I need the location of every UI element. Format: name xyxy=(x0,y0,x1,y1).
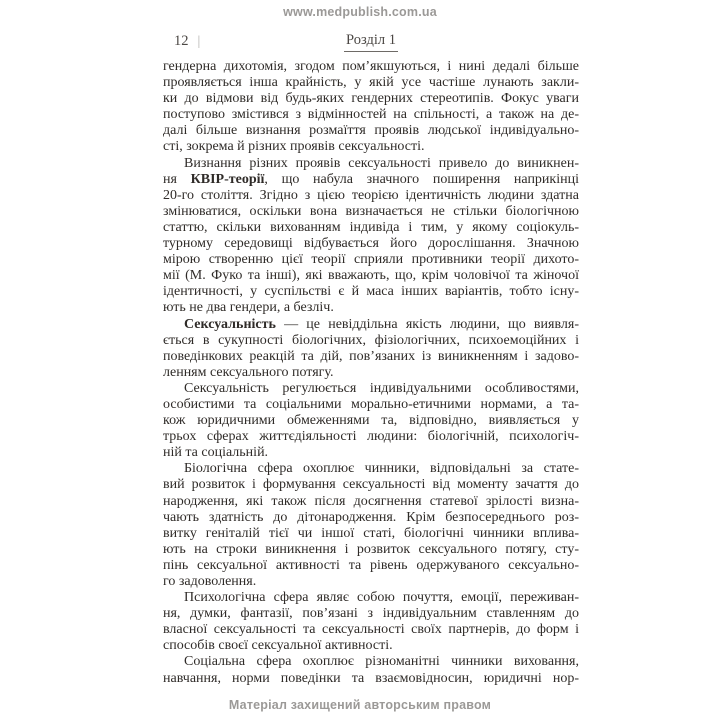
page-body xyxy=(163,59,579,687)
text-line: ідентичності, у суспільстві є й маса інших варіантів, тобто існу- xyxy=(163,284,579,300)
page-number: 12 xyxy=(174,33,189,49)
text-line: Сексуальність — це невіддільна якість людини, що виявля- xyxy=(184,316,579,332)
text-line: поступово змістився з відмінностей на спільності, а також на де- xyxy=(163,107,579,123)
text-line: Сексуальність регулюється індивідуальними особливостями, xyxy=(184,380,579,396)
text-line: ється в сукупності біологічних, фізіологічних, психоемоційних і xyxy=(163,332,579,348)
text-line: проявляється інша крайність, у якій усе частіше лунають закли- xyxy=(163,75,579,91)
text-line: гендерна дихотомія, згодом пом’якшуються, і нині дедалі більше xyxy=(163,59,579,74)
paragraph xyxy=(163,381,579,461)
text-line: ють не два гендери, а безліч. xyxy=(163,300,334,316)
text-line: особистими та соціальними морально-етичними нормами, а та- xyxy=(163,396,579,412)
paragraph xyxy=(163,654,579,686)
text-line: далі більше визнання розмаїття проявів людської індивідуально- xyxy=(163,123,579,139)
text-line: мірою створенню цієї теорії сприяли противники теорії дихото- xyxy=(163,252,579,268)
text-line: трьох сферах життєдіяльності людини: біологічній, психологіч- xyxy=(163,429,579,445)
text-line: 20-го століття. Згідно з цією теорією ідентичність людини здатна xyxy=(163,187,579,203)
text-line: турному середовищі відбувається його дорослішання. Значною xyxy=(163,236,579,252)
text-line: змінюватися, оскільки вона визначається не стільки біологічною xyxy=(163,203,579,219)
text-line: витку геніталій тієї чи іншої статі, біологічні чинники вплива- xyxy=(163,525,579,541)
text-line: навчання, норми поведінки та взаємовідносин, юридичні нор- xyxy=(163,670,579,686)
text-line: Психологічна сфера являє собою почуття, емоції, переживан- xyxy=(184,590,579,606)
page-header xyxy=(163,32,579,52)
text-line: ня, думки, фантазії, пов’язані з індивідуальним ставленням до xyxy=(163,606,579,622)
text-line: мії (М. Фуко та інші), які вважають, що, крім чоловічої та жіночої xyxy=(163,268,579,284)
text-line: власної сексуальності та сексуальності своїх партнерів, до форм і xyxy=(163,622,579,638)
text-line: Біологічна сфера охоплює чинники, відповідальні за стате- xyxy=(184,461,579,477)
text-line: ють на строки виникнення і розвиток сексуального потягу, сту- xyxy=(163,541,579,557)
publisher-url-watermark: www.medpublish.com.ua xyxy=(283,5,437,19)
text-line: го задоволення. xyxy=(163,574,257,589)
text-line: Соціальна сфера охоплює різноманітні чинники виховання, xyxy=(184,654,579,670)
paragraph xyxy=(163,590,579,654)
text-line: статтю, скільки вихованням індивіда і тим, у якому соціокуль- xyxy=(163,219,579,235)
text-line: народження, які також після досягнення статевої зрілості визна- xyxy=(163,493,579,509)
text-line: ки до відмови від будь-яких гендерних стереотипів. Фокус уваги xyxy=(163,91,579,107)
paragraph xyxy=(163,59,579,156)
text-line: кож юридичними обмеженнями та, відповідно, виявляється у xyxy=(163,413,579,429)
text-line: ній та соціальній. xyxy=(163,445,269,461)
text-line: чають здатність до дітонародження. Крім безпосереднього роз- xyxy=(163,509,579,525)
page-number-group xyxy=(174,33,200,50)
chapter-title-wrap xyxy=(163,32,579,52)
chapter-title: Розділ 1 xyxy=(344,32,398,52)
text-line: Визнання різних проявів сексуальності привело до виникнен- xyxy=(184,155,579,171)
header-separator: | xyxy=(197,34,201,49)
paragraph xyxy=(163,156,579,317)
copyright-notice: Матеріал захищений авторським правом xyxy=(228,698,492,712)
text-line: способів своєї сексуальної активності. xyxy=(163,638,393,654)
paragraph xyxy=(163,317,579,381)
text-line: пінь сексуальної активності та рівень одержуваного сексуально- xyxy=(163,557,579,573)
text-line: ня КВІР-теорії, що набула значного поширення наприкінці xyxy=(163,171,579,187)
text-line: поведінкових реакцій та дій, пов’язаних із виникненням і задово- xyxy=(163,348,579,364)
text-line: сті, зокрема й різних проявів сексуальності. xyxy=(163,139,425,155)
paragraph xyxy=(163,461,579,590)
text-line: ленням сексуального потягу. xyxy=(163,364,334,380)
text-line: вий розвиток і формування сексуальності від моменту зачаття до xyxy=(163,477,579,493)
